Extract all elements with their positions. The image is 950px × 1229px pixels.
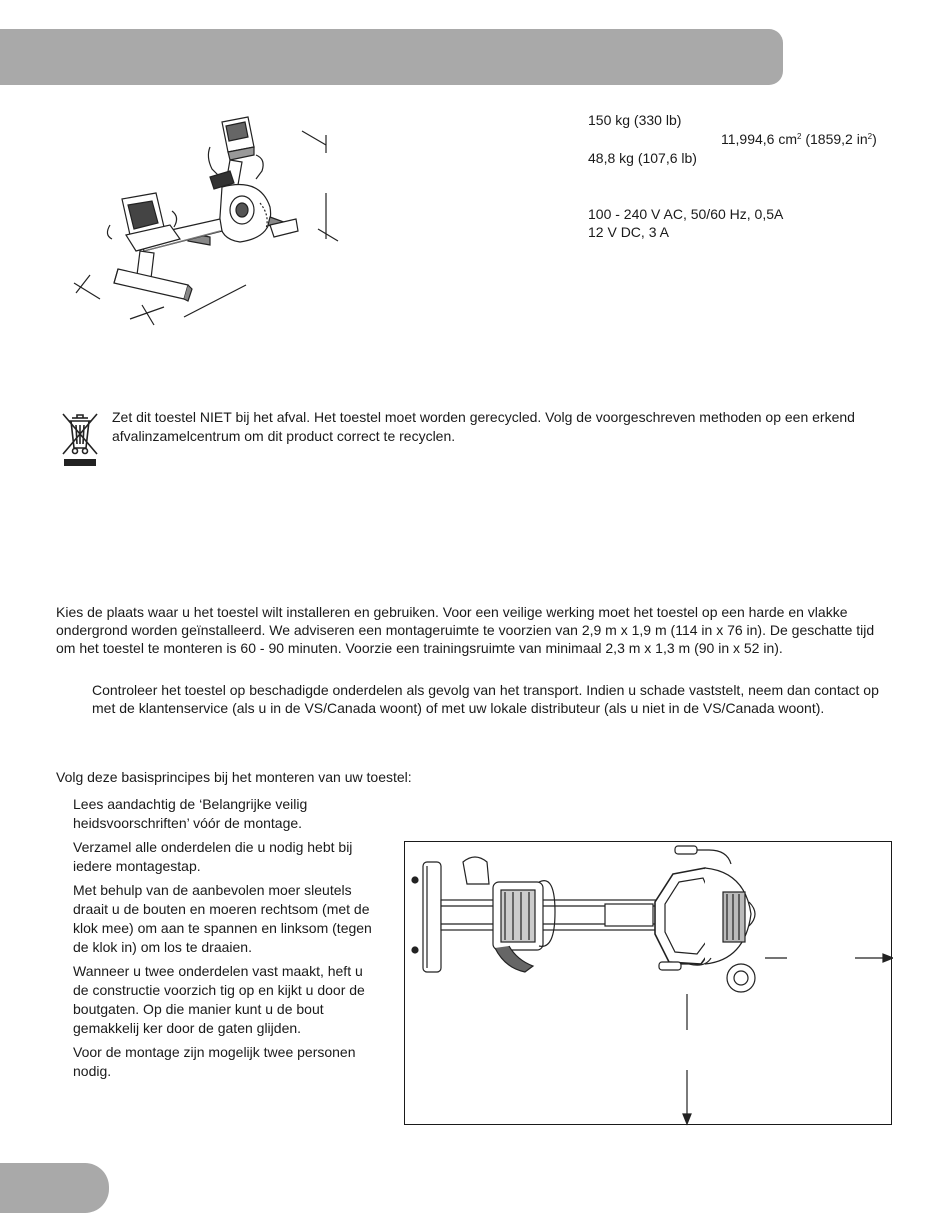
recumbent-bike-illustration [70,107,340,332]
list-item: Verzamel alle onderdelen die u nodig hebt bij iedere montagestap. [73,839,353,874]
list-item: Voor de montage zijn mogelijk twee personen nodig. [73,1044,356,1079]
spec-footprint: 11,994,6 $cm^2$ (1859,2 $in^2$) [721,131,877,147]
crossed-bin-icon [60,410,100,467]
disposal-text: Zet dit toestel NIET bij het afval. Het toestel moet worden gerecycled. Volg de voorgeschreven methoden op een erkend afvalinzamelcentrum om dit product correct te recyclen. [112,409,855,444]
installation-intro: Kies de plaats waar u het toestel wilt installeren en gebruiken. Voor een veilige werking moet het toestel op een harde en vlakke ondergrond worden geïnstalleerd. We adviseren een montageruimte te voorzien van 2,9 m x 1,9 m (114 in x 76 in). De geschatte tijd om het toestel te monteren is 60 - 90 minuten. Voorzie een trainingsruimte van minimaal 2,3 m x 1,3 m (90 in x 52 in). [56,604,875,656]
assembly-principles-intro: Volg deze basisprincipes bij het monteren van uw toestel: [56,769,412,785]
header-bar [0,29,783,85]
list-item: Met behulp van de aanbevolen moer sleutels draait u de bouten en moeren rechtsom (met de klok mee) om aan te spannen en linksom (tegen de klok in) om los te draaien. [73,882,372,955]
spec-product-weight: 48,8 kg (107,6 lb) [588,150,697,166]
assembly-tips-list [73,795,373,1086]
spec-power-output: 12 V DC, 3 A [588,224,669,240]
spec-power-input: 100 - 240 V AC, 50/60 Hz, 0,5A [588,206,784,222]
list-item: Wanneer u twee onderdelen vast maakt, heft u de constructie voorzich tig op en kijkt u door de boutgaten. Op die manier kunt u de bout gemakkelij ker door de gaten glijden. [73,963,365,1036]
spec-max-user-weight: 150 kg (330 lb) [588,112,682,128]
installation-note: Controleer het toestel op beschadigde onderdelen als gevolg van het transport. Indien u schade vaststelt, neem dan contact op met de klantenservice (als u in de VS/Canada woont) of met uw lokale distributeur (als u niet in de VS/Canada woont). [92,682,879,716]
list-item: Lees aandachtig de ‘Belangrijke veilig heidsvoorschriften’ vóór de montage. [73,796,308,831]
page-number-tab [0,1163,109,1213]
assembly-space-diagram [404,841,892,1125]
bike-top-view-illustration [405,842,893,1126]
